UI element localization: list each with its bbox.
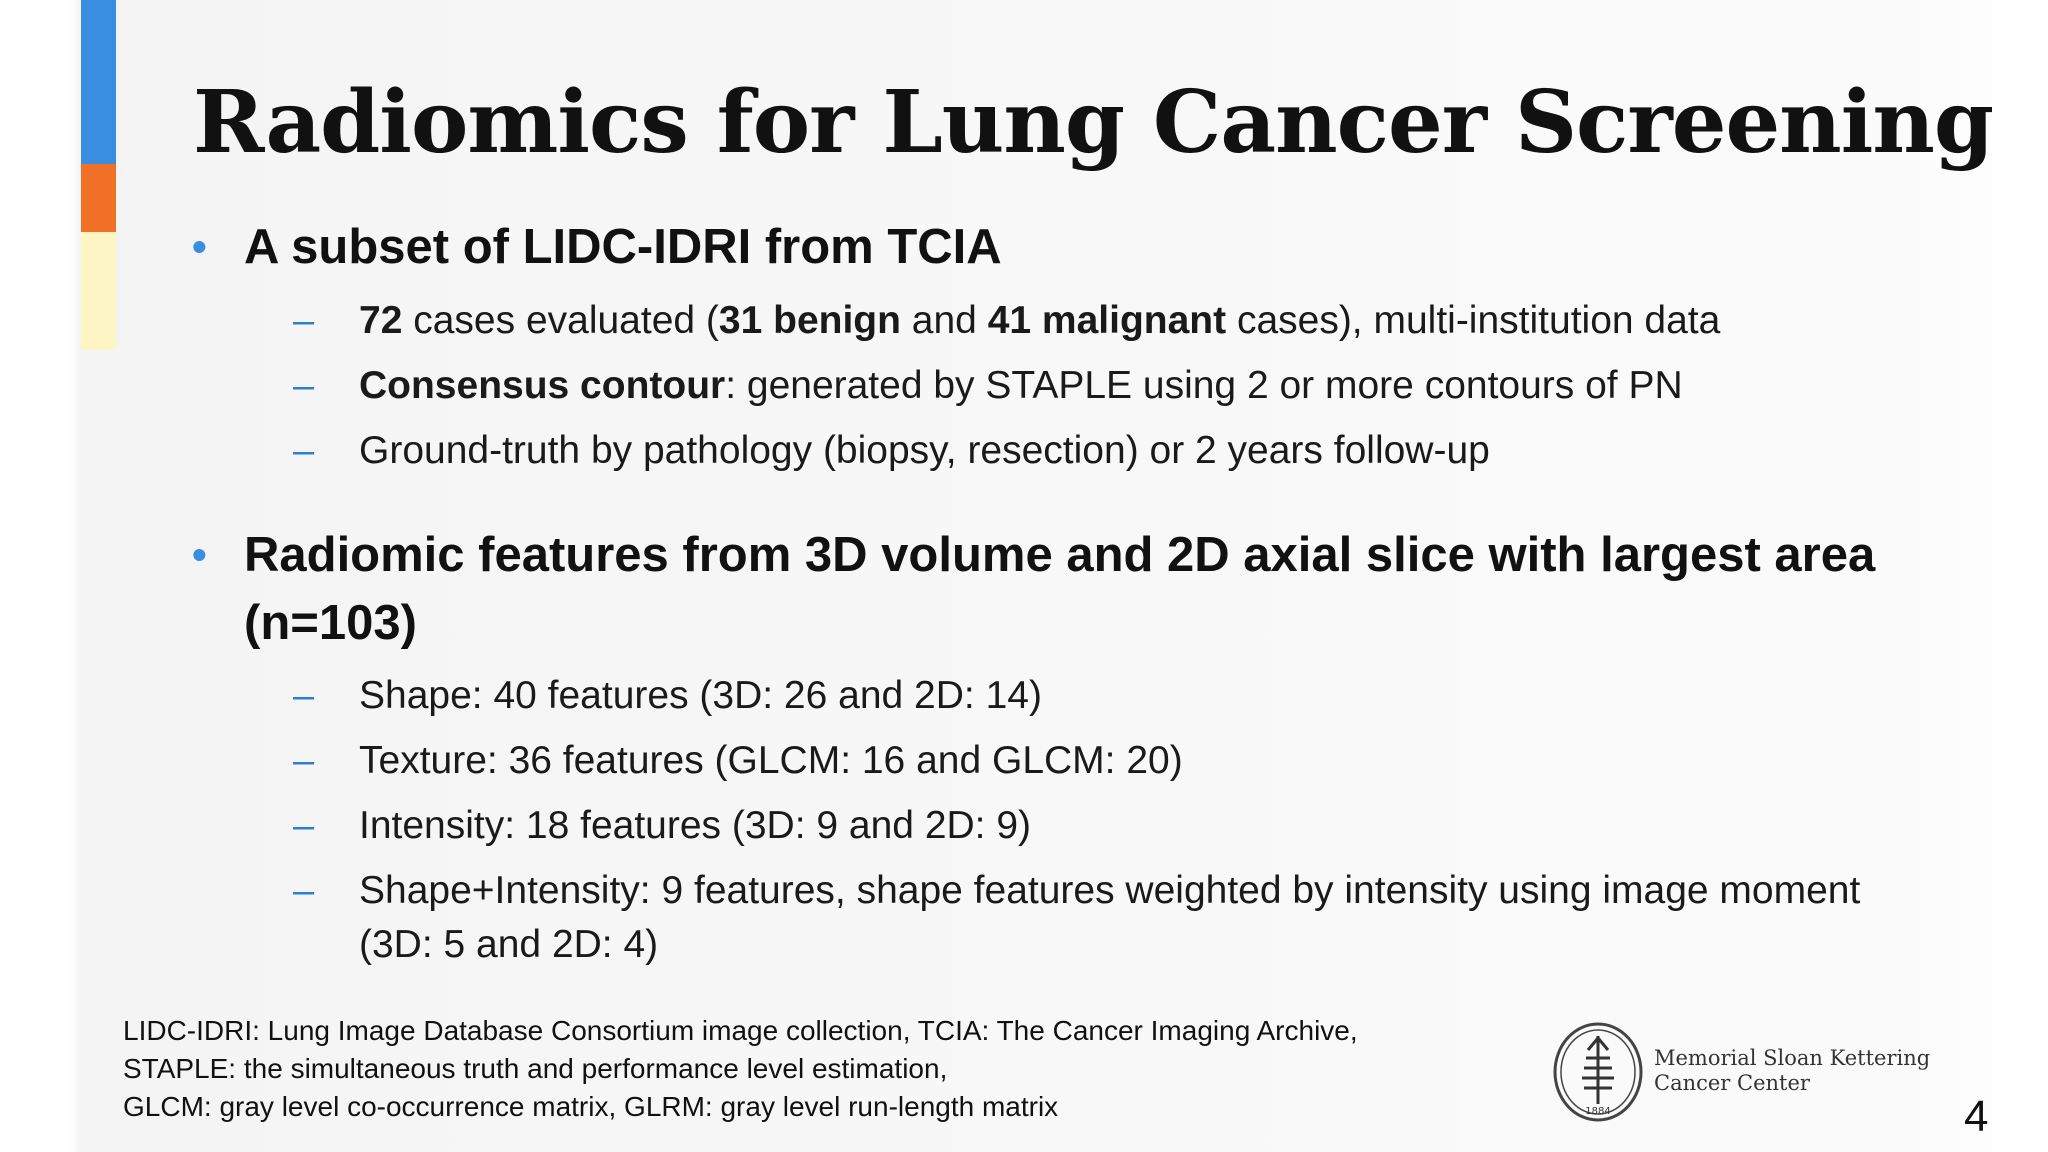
cases-text: cases evaluated ( bbox=[402, 299, 719, 342]
accent-bar-orange bbox=[81, 164, 116, 232]
texture-text: Texture: 36 features (GLCM: 16 and GLCM: 20) bbox=[359, 739, 1183, 782]
bullet-dot: • bbox=[192, 223, 207, 270]
slide-title: Radiomics for Lung Cancer Screening bbox=[193, 72, 1994, 173]
dash-marker: – bbox=[293, 805, 315, 847]
section-1-heading: A subset of LIDC-IDRI from TCIA bbox=[244, 220, 1002, 274]
cases-count: 72 bbox=[359, 299, 403, 342]
dash-marker: – bbox=[293, 740, 315, 782]
footnote-line-1: LIDC-IDRI: Lung Image Database Consortium image collection, TCIA: The Cancer Imaging Archive, bbox=[123, 1015, 1358, 1046]
cases-tail-text: cases), multi-institution data bbox=[1226, 299, 1721, 342]
sub-item-intensity bbox=[293, 799, 1899, 853]
sub-item-cases bbox=[293, 294, 1899, 348]
footnote-line-3: GLCM: gray level co-occurrence matrix, GLRM: gray level run-length matrix bbox=[123, 1091, 1059, 1122]
dash-marker: – bbox=[293, 675, 315, 717]
bullet-dot: • bbox=[192, 531, 207, 578]
logo-text bbox=[1654, 1046, 1930, 1096]
consensus-text: : generated by STAPLE using 2 or more contours of PN bbox=[725, 364, 1683, 407]
mskcc-emblem-icon bbox=[1552, 1020, 1648, 1125]
shape-text: Shape: 40 features (3D: 26 and 2D: 14) bbox=[359, 674, 1042, 717]
dash-marker: – bbox=[293, 870, 315, 912]
sub-item-shape bbox=[293, 669, 1899, 723]
page-number: 4 bbox=[1964, 1092, 1989, 1141]
bullet-section-1 bbox=[192, 213, 1884, 281]
and-text: and bbox=[900, 299, 988, 342]
footnote-line-2: STAPLE: the simultaneous truth and performance level estimation, bbox=[123, 1053, 948, 1084]
svg-text:1884: 1884 bbox=[1585, 1106, 1611, 1117]
sub-item-texture bbox=[293, 734, 1899, 788]
malignant-count: 41 malignant bbox=[987, 299, 1227, 342]
accent-bar-blue bbox=[81, 0, 116, 164]
ground-truth-text: Ground-truth by pathology (biopsy, resection) or 2 years follow-up bbox=[359, 429, 1490, 472]
dash-marker: – bbox=[293, 365, 315, 407]
benign-count: 31 benign bbox=[718, 299, 901, 342]
sub-item-shape-intensity bbox=[293, 864, 1899, 972]
sub-item-ground-truth bbox=[293, 424, 1899, 478]
logo-line-2: Cancer Center bbox=[1654, 1071, 1810, 1095]
dash-marker: – bbox=[293, 430, 315, 472]
bullet-section-2 bbox=[192, 521, 1884, 657]
intensity-text: Intensity: 18 features (3D: 9 and 2D: 9) bbox=[359, 804, 1032, 847]
logo-line-1: Memorial Sloan Kettering bbox=[1654, 1046, 1931, 1070]
mskcc-logo bbox=[1552, 1020, 1931, 1125]
dash-marker: – bbox=[293, 300, 315, 342]
shape-intensity-text: Shape+Intensity: 9 features, shape features weighted by intensity using image moment (3D: 5 and 2D: 4) bbox=[359, 869, 1861, 966]
footnote bbox=[123, 1012, 1423, 1126]
accent-bar-yellow bbox=[81, 232, 116, 350]
sub-item-consensus bbox=[293, 359, 1899, 413]
consensus-label: Consensus contour bbox=[359, 364, 726, 407]
section-2-heading: Radiomic features from 3D volume and 2D axial slice with largest area (n=103) bbox=[244, 528, 1876, 650]
